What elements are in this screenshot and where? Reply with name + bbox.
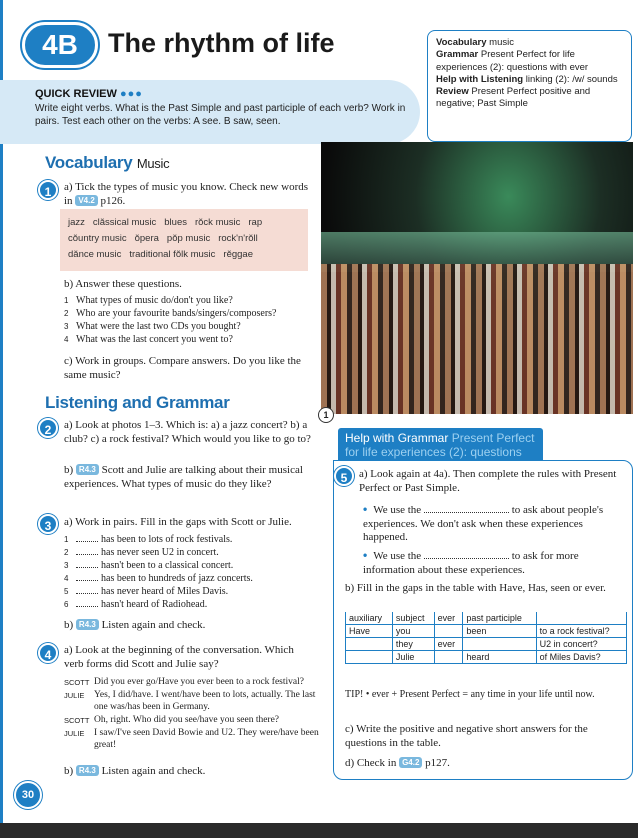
music-types-box — [60, 209, 308, 271]
speaker-name: SCOTT — [64, 678, 90, 687]
music-type: rock'n'rŏll — [218, 233, 258, 244]
exercise-1a: a) Tick the types of music you know. Check new words in V4.2 p126. — [64, 181, 309, 207]
exercise-number-1: 1 — [38, 180, 58, 200]
table-cell — [463, 638, 536, 651]
help-with-grammar-tab — [338, 428, 543, 463]
recording-ref-badge: R4.3 — [76, 619, 99, 630]
bullet-icon: • — [363, 502, 368, 516]
vocab-ref-badge: V4.2 — [75, 195, 97, 206]
music-type: blues — [164, 217, 187, 228]
recording-ref-badge: R4.3 — [76, 464, 99, 475]
exercise-2b: b) R4.3 Scott and Julie are talking about their musical experiences. What types of music do they like? — [64, 464, 303, 490]
question-number: 3 — [64, 322, 69, 331]
page-title: The rhythm of life — [108, 28, 335, 58]
fill-gap — [76, 606, 98, 607]
summary-vocabulary: Vocabulary music — [436, 37, 514, 48]
dialogue-line — [64, 689, 319, 713]
speaker-name: JULIE — [64, 691, 85, 700]
tip-text: TIP! • ever + Present Perfect = any time in your life until now. — [345, 689, 595, 700]
fill-gap — [76, 554, 98, 555]
dialogue-line — [64, 676, 319, 688]
hwg-topic: Present Perfect for life experiences (2): questions — [345, 431, 535, 459]
exercise-4a: a) Look at the beginning of the conversation. Which verb forms did Scott and Julie say? — [64, 644, 294, 670]
question-item: 4 What was the last concert you went to? — [64, 334, 233, 345]
photo-number-label: 1 — [318, 407, 334, 423]
gap-number: 1 — [64, 535, 69, 544]
recording-ref-badge: R4.3 — [76, 765, 99, 776]
exercise-3a: a) Work in pairs. Fill in the gaps with Scott or Julie. — [64, 516, 292, 528]
table-row — [346, 638, 627, 651]
table-cell: to a rock festival? — [536, 625, 626, 638]
speaker-name: SCOTT — [64, 716, 90, 725]
dialogue — [64, 676, 319, 752]
question-number: 4 — [64, 335, 69, 344]
summary-grammar: Grammar Present Perfect for life experiences (2): questions with ever — [436, 49, 589, 73]
listening-grammar-heading: Listening and Grammar — [45, 393, 230, 412]
gap-number: 4 — [64, 574, 69, 583]
gap-item: 2 has never seen U2 in concert. — [64, 547, 219, 558]
question-item: 3 What were the last two CDs you bought? — [64, 321, 241, 332]
rule-gap — [424, 558, 509, 559]
table-cell — [346, 638, 393, 651]
quick-review-label: QUICK REVIEW — [35, 88, 117, 100]
speaker-name: JULIE — [64, 729, 85, 738]
gap-item: 1 has been to lots of rock festivals. — [64, 534, 233, 545]
photo-crowd — [321, 264, 633, 414]
gap-number: 3 — [64, 561, 69, 570]
fill-gap — [76, 541, 98, 542]
music-type: cŏuntry music — [68, 233, 127, 244]
bullet-icon: • — [363, 548, 368, 562]
summary-listening: Help with Listening linking (2): /w/ sounds — [436, 73, 618, 85]
fill-gap — [76, 593, 98, 594]
table-row — [346, 651, 627, 664]
exercise-3b: b) R4.3 Listen again and check. — [64, 619, 206, 631]
table-cell — [346, 651, 393, 664]
grammar-rule-1: • We use the to ask about people's experiences. We don't ask when these experiences happened. — [363, 502, 604, 543]
hwg-title: Help with Grammar — [345, 431, 449, 445]
exercise-number-3: 3 — [38, 514, 58, 534]
music-type: dănce music — [68, 249, 122, 260]
gap-number: 5 — [64, 587, 69, 596]
speaker-line: Yes, I did/have. I went/have been to lots, actually. The last one was/has been in Germany. — [94, 690, 316, 712]
vocabulary-heading: Vocabulary Music — [45, 153, 170, 172]
table-cell: they — [392, 638, 434, 651]
music-type: pŏp music — [166, 233, 211, 244]
unit-summary-box — [427, 30, 632, 142]
music-type: traditional fŏlk music — [129, 249, 216, 260]
table-row — [346, 625, 627, 638]
gap-item: 6 hasn't heard of Radiohead. — [64, 599, 208, 610]
table-cell: Have — [346, 625, 393, 638]
table-header-cell: auxiliary — [346, 612, 393, 625]
exercise-4b: b) R4.3 Listen again and check. — [64, 765, 206, 777]
table-header-row — [346, 612, 627, 625]
table-cell: been — [463, 625, 536, 638]
questions-list — [64, 294, 314, 346]
speaker-line: I saw/I've seen David Bowie and U2. They were/have been great! — [94, 728, 319, 750]
exercise-number-5: 5 — [334, 466, 354, 486]
music-type: jazz — [68, 217, 85, 228]
table-header-cell — [536, 612, 626, 625]
music-type: rŏck music — [194, 217, 241, 228]
exercise-5a: a) Look again at 4a). Then complete the rules with Present Perfect or Past Simple. — [359, 468, 617, 494]
question-item: 1 What types of music do/don't you like? — [64, 295, 233, 306]
grammar-table — [345, 612, 627, 664]
grammar-ref-badge: G4.2 — [399, 757, 422, 768]
rule-gap — [424, 512, 509, 513]
exercise-5c: c) Write the positive and negative short answers for the questions in the table. — [345, 723, 588, 749]
quick-review-title — [35, 88, 406, 100]
question-number: 2 — [64, 309, 69, 318]
exercise-1b: b) Answer these questions. — [64, 278, 182, 290]
table-cell: heard — [463, 651, 536, 664]
club-crowd-photo — [321, 142, 633, 414]
speaker-line: Did you ever go/Have you ever been to a rock festival? — [94, 677, 304, 687]
table-cell: U2 in concert? — [536, 638, 626, 651]
table-cell: Julie — [392, 651, 434, 664]
page-number: 30 — [14, 781, 42, 809]
grammar-rule-2: • We use the to ask for more information about these experiences. — [363, 548, 579, 576]
music-type: rĕggae — [223, 249, 253, 260]
music-type: clăssical music — [92, 217, 157, 228]
question-item: 2 Who are your favourite bands/singers/composers? — [64, 308, 277, 319]
table-cell: you — [392, 625, 434, 638]
exercise-number-2: 2 — [38, 418, 58, 438]
exercise-1c: c) Work in groups. Compare answers. Do you like the same music? — [64, 355, 301, 381]
exercise-2a: a) Look at photos 1–3. Which is: a) a jazz concert? b) a club? c) a rock festival? Which would you like to go to? — [64, 419, 311, 445]
gap-item: 5 has never heard of Miles Davis. — [64, 586, 229, 597]
exercise-5b: b) Fill in the gaps in the table with Have, Has, seen or ever. — [345, 582, 606, 594]
fill-gap — [76, 567, 98, 568]
gap-item: 4 has been to hundreds of jazz concerts. — [64, 573, 253, 584]
table-cell — [434, 651, 463, 664]
music-type: rap — [248, 217, 263, 228]
unit-badge: 4B — [22, 22, 98, 68]
gap-fill-list — [64, 533, 314, 611]
exercise-5d: d) Check in G4.2 p127. — [345, 757, 450, 769]
dialogue-line — [64, 714, 319, 726]
question-number: 1 — [64, 296, 69, 305]
quick-review-text: Write eight verbs. What is the Past Simple and past participle of each verb? Work in pairs. Test each other on the verbs: A see. B saw, seen. — [35, 103, 406, 127]
bottom-bar — [0, 823, 638, 838]
gap-item: 3 hasn't been to a classical concert. — [64, 560, 234, 571]
fill-gap — [76, 580, 98, 581]
gap-number: 2 — [64, 548, 69, 557]
table-cell — [434, 625, 463, 638]
speaker-line: Oh, right. Who did you see/have you seen there? — [94, 715, 280, 725]
exercise-number-4: 4 — [38, 643, 58, 663]
music-type: ŏpera — [134, 233, 159, 244]
table-header-cell: ever — [434, 612, 463, 625]
table-cell: of Miles Davis? — [536, 651, 626, 664]
table-header-cell: subject — [392, 612, 434, 625]
table-cell: ever — [434, 638, 463, 651]
table-header-cell: past participle — [463, 612, 536, 625]
summary-review: Review Present Perfect positive and negative; Past Simple — [436, 86, 591, 110]
gap-number: 6 — [64, 600, 69, 609]
quick-review-panel — [0, 80, 420, 144]
difficulty-dots: ●●● — [119, 88, 143, 100]
dialogue-line — [64, 727, 319, 751]
